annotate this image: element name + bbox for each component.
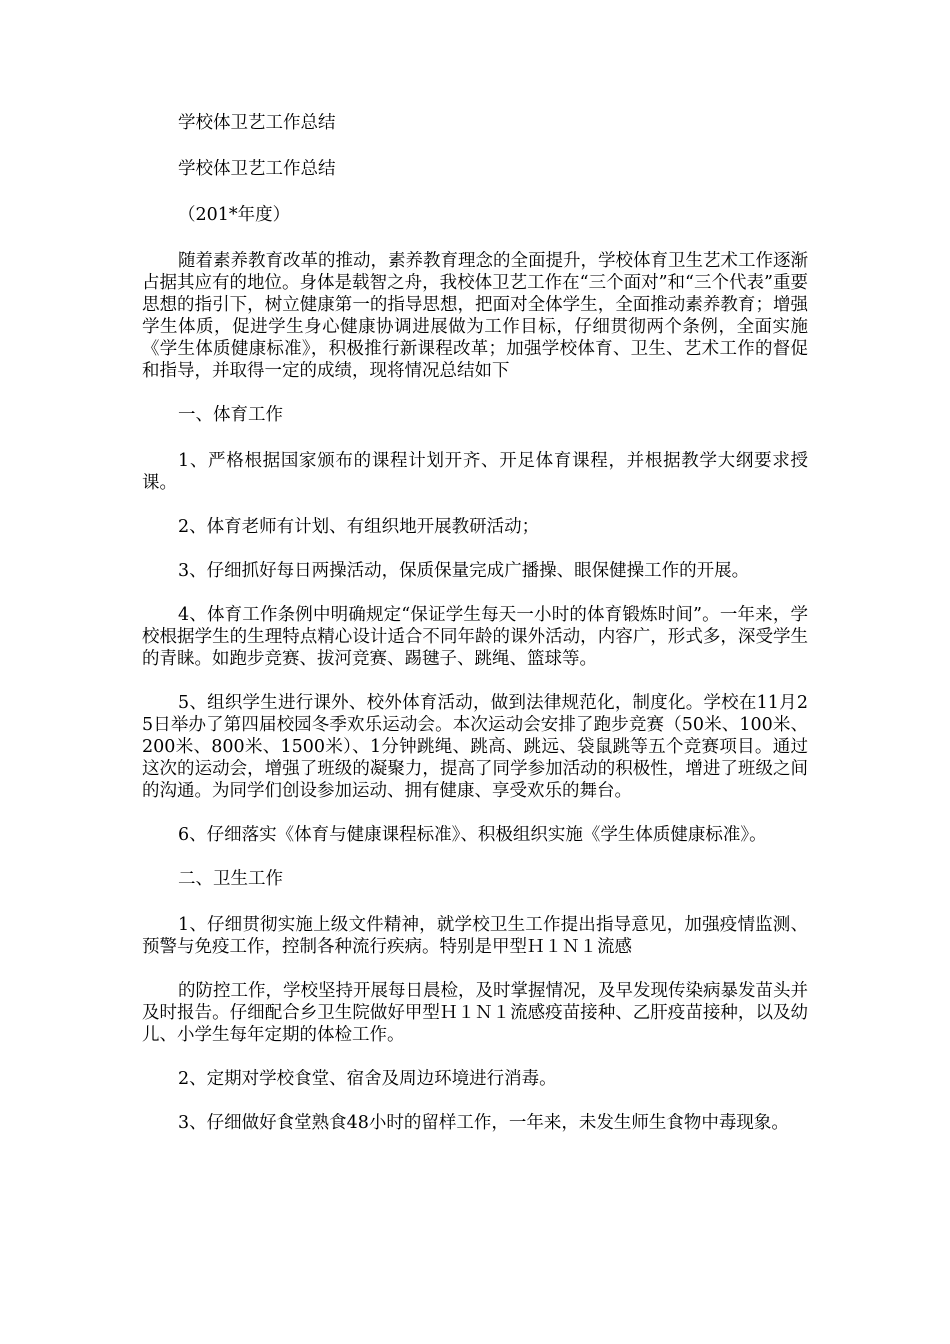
health-item-1: 1、仔细贯彻实施上级文件精神，就学校卫生工作提出指导意见，加强疫情监测、预警与免疫工作，控制各种流行疾病。特别是甲型Ｈ１Ｎ１流感	[142, 915, 808, 957]
document-year: （201*年度）	[178, 205, 291, 225]
section-heading-sports: 一、体育工作	[178, 405, 283, 425]
sports-item-6: 6、仔细落实《体育与健康课程标准》、积极组织实施《学生体质健康标准》。	[178, 825, 767, 845]
sports-item-3: 3、仔细抓好每日两操活动，保质保量完成广播操、眼保健操工作的开展。	[178, 561, 750, 581]
document-subtitle: 学校体卫艺工作总结	[178, 159, 336, 179]
document-title: 学校体卫艺工作总结	[178, 113, 336, 133]
sports-item-1: 1、严格根据国家颁布的课程计划开齐、开足体育课程，并根据教学大纲要求授课。	[142, 451, 808, 493]
document-body	[142, 112, 808, 1156]
health-item-2: 2、定期对学校食堂、宿舍及周边环境进行消毒。	[178, 1069, 557, 1089]
health-item-1-continued: 的防控工作，学校坚持开展每日晨检，及时掌握情况，及早发现传染病暴发苗头并及时报告。仔细配合乡卫生院做好甲型Ｈ１Ｎ１流感疫苗接种、乙肝疫苗接种，以及幼儿、小学生每年定期的体检工作。	[142, 981, 808, 1045]
sports-item-5: 5、组织学生进行课外、校外体育活动，做到法律规范化，制度化。学校在11月25日举办了第四届校园冬季欢乐运动会。本次运动会安排了跑步竞赛（50米、100米、200米、800米、1500米）、1分钟跳绳、跳高、跳远、袋鼠跳等五个竞赛项目。通过这次的运动会，增强了班级的凝聚力，提高了同学参加活动的积极性，增进了班级之间的沟通。为同学们创设参加运动、拥有健康、享受欢乐的舞台。	[142, 693, 808, 801]
sports-item-4: 4、体育工作条例中明确规定“保证学生每天一小时的体育锻炼时间”。一年来，学校根据学生的生理特点精心设计适合不同年龄的课外活动，内容广，形式多，深受学生的青睐。如跑步竞赛、拔河竞赛、踢毽子、跳绳、篮球等。	[142, 605, 808, 669]
health-item-3: 3、仔细做好食堂熟食48小时的留样工作，一年来，未发生师生食物中毒现象。	[178, 1113, 789, 1133]
section-heading-health: 二、卫生工作	[178, 869, 283, 889]
sports-item-2: 2、体育老师有计划、有组织地开展教研活动；	[178, 517, 540, 537]
intro-paragraph: 随着素养教育改革的推动，素养教育理念的全面提升，学校体育卫生艺术工作逐渐占据其应有的地位。身体是载智之舟，我校体卫艺工作在“三个面对”和“三个代表”重要思想的指引下，树立健康第一的指导思想，把面对全体学生，全面推动素养教育；增强学生体质，促进学生身心健康协调进展做为工作目标，仔细贯彻两个条例，全面实施《学生体质健康标准》，积极推行新课程改革；加强学校体育、卫生、艺术工作的督促和指导，并取得一定的成绩，现将情况总结如下	[142, 251, 808, 381]
